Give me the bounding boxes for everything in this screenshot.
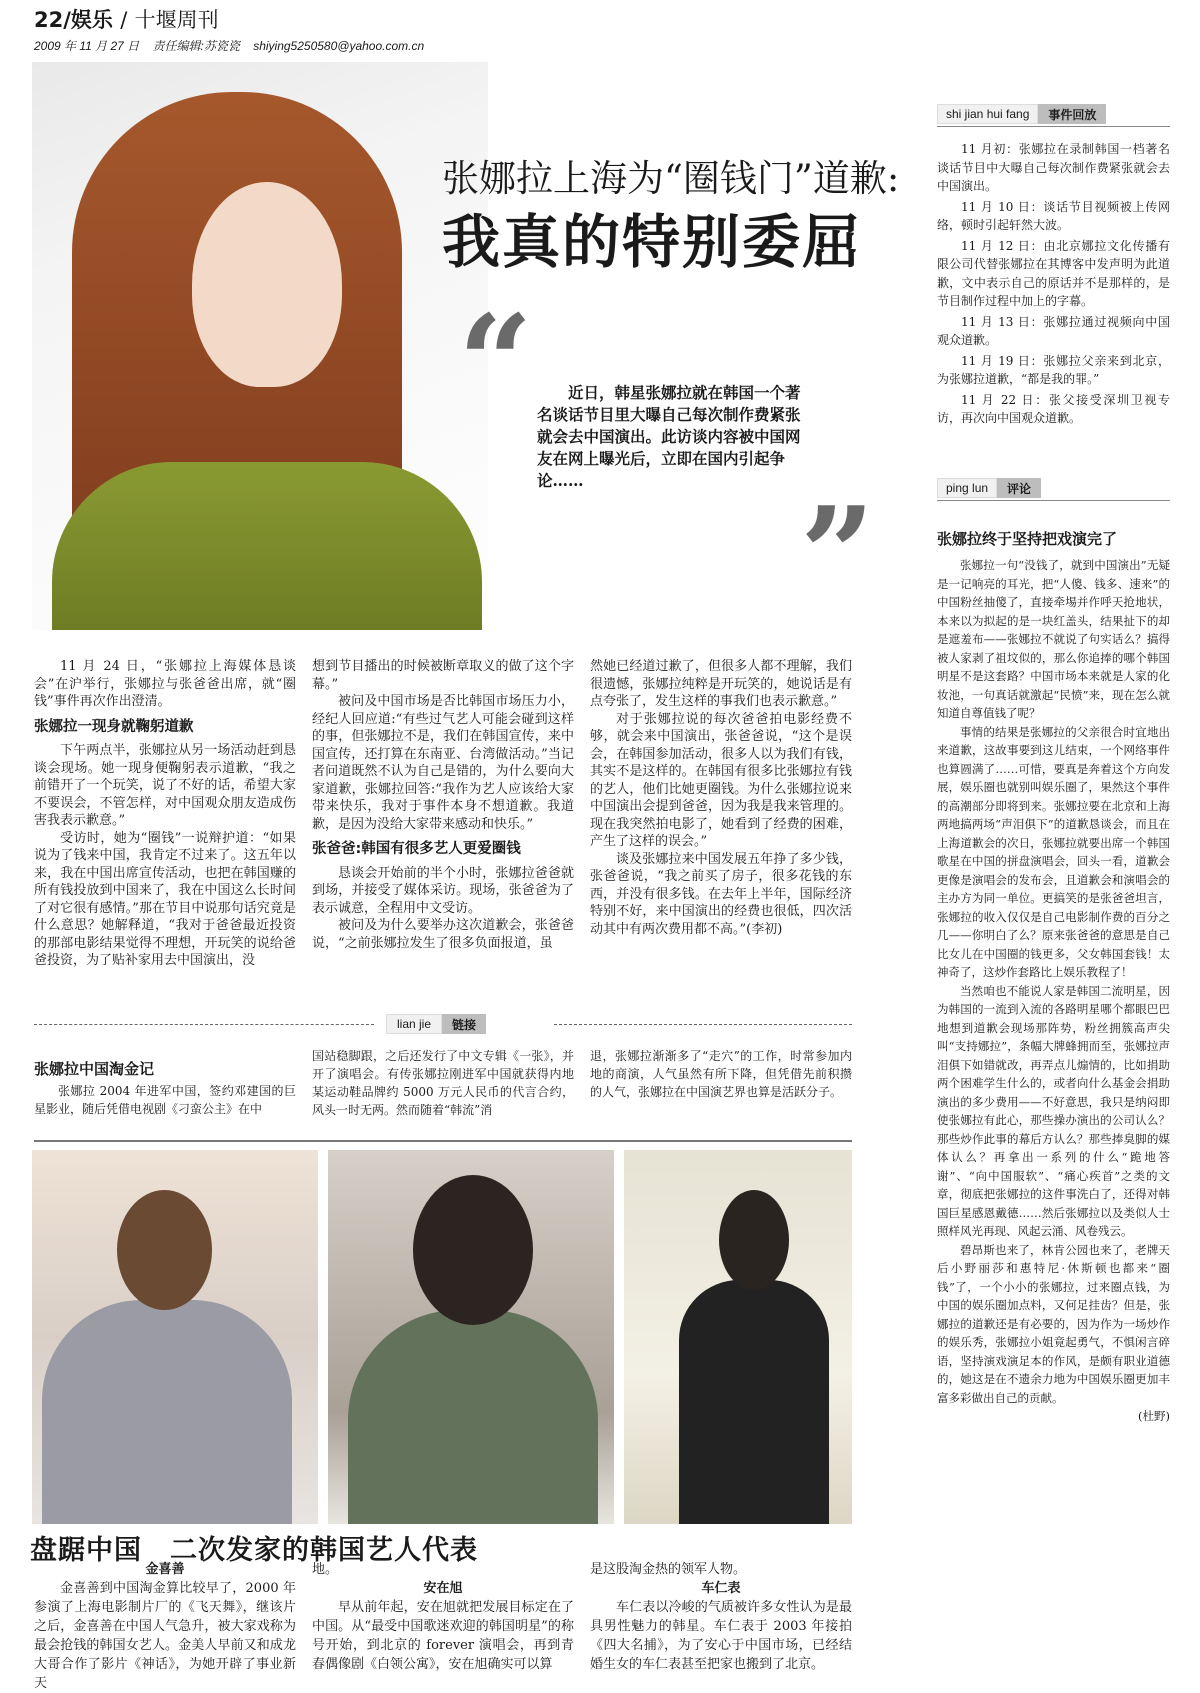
link-column-3: 退，张娜拉渐渐多了“走穴”的工作，时常参加内地的商演，人气虽然有所下降，但凭借先前积攒的人气，张娜拉在中国演艺界也算是活跃分子。: [590, 1049, 852, 1099]
comment-paragraph: 当然咱也不能说人家是韩国二流明星，因为韩国的一流到入流的各路明星哪个都眼巴巴地想到道歉会现场那阵势，粉丝拥簇高声尖叫“支持娜拉”，条幅大牌蜂拥而至，张娜拉声泪俱下如错就改，再弄点儿煽情的，比如捐助两个困难学生什么的，或者向什么基金会捐助演出的多少费用——不好意思，我只是纳闷即使张娜拉有此心，那些操办演出的公司认么？那些炒作此事的幕后方认么？那些捧臭脚的媒体认么？再拿出一系列的什么“跪地答谢”、“向中国服软”、“痛心疾首”之类的文章，彻底把张娜拉的这件事洗白了，还得对韩国巨星感恩戴德……然后张娜拉以及类似人士照样风光再现、风起云涌、风卷残云。: [937, 983, 1170, 1238]
article-paragraph: 受访时，她为“圈钱”一说辩护道：“如果说为了钱来中国，我肯定不过来了。这五年以来，我在中国出席宣传活动，也把在韩国赚的所有钱投放到中国来了，我在中国这么长时间了对它很有感情。”那在节目中说那句话究竟是什么意思？她解释道，“我对于爸爸最近投资的那部电影结果觉得不理想，开玩笑的说给爸爸投资，为了贴补家用去中国演出，没: [34, 830, 296, 968]
article-paragraph: 然她已经道过歉了，但很多人都不理解，我们很遗憾，张娜拉纯粹是开玩笑的，她说话是有点夸张了，发生这样的事我们也表示歉意。”: [590, 659, 852, 709]
star-paragraph: 车仁表以冷峻的气质被许多女性认为是最具男性魅力的韩星。车仁表于 2003 年接拍《四大名捕》，为了安心于中国市场，已经结婚生女的车仁表甚至把家也搬到了北京。: [590, 1600, 852, 1672]
article-paragraph: 下午两点半，张娜拉从另一场活动赶到恳谈会现场。她一现身便鞠躬表示道歉，“我之前错开了一个玩笑，说了不好的话，希望大家不要误会，不管怎样，对中国观众朋友造成伤害我表示歉意。”: [34, 743, 296, 828]
header-separator: /: [120, 8, 128, 32]
star-column-3: [590, 1560, 852, 1674]
article-paragraph: 恳谈会开始前的半个小时，张娜拉爸爸就到场，并接受了媒体采访。现场，张爸爸为了表示诚意，全程用中文受访。: [312, 865, 574, 916]
editor-email: shiying5250580@yahoo.com.cn: [253, 39, 425, 53]
timeline-item: 11 月 13 日：张娜拉通过视频向中国观众道歉。: [937, 314, 1170, 347]
star-name-caption: 车仁表: [701, 1581, 741, 1596]
close-quote-icon: ”: [800, 478, 875, 631]
article-paragraph: 对于张娜拉说的每次爸爸拍电影经费不够，就会来中国演出，张爸爸说，“这个是误会，在韩国参加活动，很多人以为我们有钱，其实不是这样的。在韩国有很多比张娜拉有钱的艺人，他们比她更圈钱。为什么张娜拉说来中国演出会提到爸爸，因为我是我来管理的。现在我突然拍电影了，她看到了经费的困难，产生了这样的误会。”: [590, 711, 852, 849]
star-name-caption: 安在旭: [423, 1581, 463, 1596]
star-name-caption: 金喜善: [145, 1562, 185, 1577]
star-column-1: [34, 1560, 296, 1693]
link-section-bar: [34, 1014, 852, 1034]
open-quote-icon: “: [458, 286, 533, 439]
article-subhead-2: 张爸爸:韩国有很多艺人更爱圈钱: [312, 841, 521, 857]
article-subhead-1: 张娜拉一现身就鞠躬道歉: [34, 718, 194, 735]
timeline-item: 11 月 19 日：张娜拉父亲来到北京，为张娜拉道歉，“都是我的罪。”: [937, 353, 1170, 386]
issue-date: 2009 年 11 月 27 日: [34, 39, 140, 53]
comment-tag-label: 评论: [997, 478, 1041, 498]
link-tag-pinyin: lian jie: [386, 1014, 442, 1034]
timeline-item: 11 月初：张娜拉在录制韩国一档著名谈话节目中大曝自己每次制作费紧张就会去中国演出。: [937, 142, 1170, 193]
photo-figure-shape: [42, 1300, 292, 1524]
photo-face-shape: [192, 182, 342, 387]
divider: [937, 126, 1170, 127]
photo-body-shape: [52, 462, 482, 630]
link-tag-label: 链接: [442, 1014, 486, 1034]
editor-credit: 责任编辑:苏瓷瓷: [152, 39, 240, 53]
link-title: 张娜拉中国淘金记: [34, 1060, 155, 1078]
star-paragraph: 地。: [312, 1562, 339, 1577]
photo-kim-hee-sun: [32, 1150, 318, 1524]
photo-figure-shape: [117, 1190, 212, 1310]
photo-figure-shape: [679, 1280, 829, 1524]
divider: [34, 1024, 374, 1025]
timeline-item: 11 月 12 日：由北京娜拉文化传播有限公司代替张娜拉在其博客中发声明为此道歉，文中表示自己的原话并不是那样的，是节目制作过程中加上的字幕。: [937, 238, 1170, 308]
headline-line1: 张娜拉上海为“圈钱门”道歉:: [442, 157, 900, 200]
publication-name: 十堰周刊: [134, 8, 219, 32]
photo-figure-shape: [413, 1175, 533, 1325]
timeline-item: 11 月 22 日：张父接受深圳卫视专访，再次向中国观众道歉。: [937, 392, 1170, 425]
comment-byline: (杜野): [1138, 1409, 1170, 1423]
link-column-2: 国站稳脚跟，之后还发行了中文专辑《一张》，并开了演唱会。有传张娜拉刚进军中国就获得内地某运动鞋品牌约 5000 万元人民币的代言合约，风头一时无两。然而随着“韩流”消: [312, 1049, 574, 1117]
timeline-tag-label: 事件回放: [1038, 104, 1106, 124]
korean-stars-headline: 盘踞中国 二次发家的韩国艺人代表: [30, 1535, 478, 1566]
divider: [554, 1024, 852, 1025]
comment-tag: [937, 478, 1041, 498]
timeline-item: 11 月 10 日：谈话节目视频被上传网络，顿时引起轩然大波。: [937, 199, 1170, 232]
link-column-1: 张娜拉 2004 年进军中国，签约邓建国的巨星影业，随后凭借电视剧《刁蛮公主》在中: [34, 1084, 296, 1116]
article-paragraph: 谈及张娜拉来中国发展五年挣了多少钱，张爸爸说，“我之前买了房子，很多花钱的东西，并没有很多钱。在去年上半年，国际经济特别不好，来中国演出的经费也很低，四次活动其中有两次费用都不高。”(李初): [590, 851, 852, 937]
comment-body: [937, 556, 1170, 1426]
article-paragraph: 被问及中国市场是否比韩国市场压力小，经纪人回应道:“有些过气艺人可能会碰到这样的事，但张娜拉不是，我们在韩国宣传，来中国宣传，还打算在东南亚、台湾做活动。”当记者问道既然不认为自己是错的，为什么要向大家道歉，张娜拉回答:“我作为艺人应该给大家带来快乐，我对于事件本身不想道歉。我道歉，是因为没给大家带来感动和快乐。”: [312, 694, 574, 832]
star-paragraph: 早从前年起，安在旭就把发展目标定在了中国。从“最受中国歌迷欢迎的韩国明星”的称号开始，到北京的 forever 演唱会，再到青春偶像剧《白领公寓》，安在旭确实可以算: [312, 1600, 574, 1672]
comment-tag-pinyin: ping lun: [937, 478, 997, 498]
hero-photo-zhang-nara: [32, 62, 488, 630]
star-paragraph: 是这股淘金热的领军人物。: [590, 1562, 747, 1577]
timeline-tag: [937, 104, 1106, 124]
photo-cha-in-pyo: [624, 1150, 852, 1524]
section-name: 娱乐: [70, 8, 113, 32]
comment-title: 张娜拉终于坚持把戏演完了: [937, 530, 1118, 548]
photo-ahn-jae-wook: [328, 1150, 614, 1524]
timeline-tag-pinyin: shi jian hui fang: [937, 104, 1038, 124]
comment-paragraph: 张娜拉一句“没钱了，就到中国演出”无疑是一记响亮的耳光，把“人傻、钱多、速来”的中国粉丝抽傻了，直接牵埸并作呼天抢地状，本来以为拟起的是一块红盖头，结果扯下的却是遮羞布——张娜拉不就说了句实话么？搞得被人家剥了祖坟似的，那么你追捧的哪个韩国明星不是这套路？中国市场本来就是人家的化妆池，一句真话就激起“民愤”来，现在怎么就知道自尊值钱了呢？: [937, 558, 1170, 720]
timeline-list: [937, 140, 1170, 430]
star-column-2: [312, 1560, 574, 1674]
section-rule: [34, 1140, 852, 1142]
headline-line2: 我真的特别委屈: [442, 208, 863, 276]
link-tag: [386, 1014, 486, 1034]
comment-paragraph: 事情的结果是张娜拉的父亲很合时宜地出来道歉，这故事要到这儿结束，一个网络事件也算圆满了……可惜，要真是奔着这个方向发展，娱乐圈也就别叫娱乐圈了，果然这个事件的高潮部分即将到来。张娜拉要在北京和上海两地搞两场“声泪俱下”的道歉恳谈会，而且在上海道歉会的次日，张娜拉就要出席一个韩国歌星在中国的拼盘演唱会，回头一看，道歉会更像是演唱会的发布会，且道歉会和演唱会的主办方为同一单位。更搞笑的是张爸爸坦言，张娜拉的收入仅仅是自己电影制作费的百分之几——你明白了么？原来张爸爸的意思是自己比女儿在中国圈的钱更多，父女韩国套钱！太神奇了，这炒作套路比上娱乐教程了！: [937, 724, 1170, 979]
divider: [937, 500, 1170, 501]
photo-figure-shape: [719, 1190, 789, 1290]
page-number: 22/: [34, 8, 71, 32]
comment-paragraph: 碧昂斯也来了，林肯公园也来了，老牌天后小野丽莎和惠特尼·休斯顿也都来“圈钱”了，一个小小的张娜拉，过来圈点钱，为中国的娱乐圈加点料，又何足挂齿？但是，张娜拉的道歉还是有必要的，因为作为一场炒作的娱乐秀，张娜拉小姐竟起勇气，不惧闲言碎语，坚持演戏演足本的作风，是颇有职业道德的，她这是在不遗余力地为中国娱乐圈更加丰富多彩做出自己的贡献。: [937, 1242, 1170, 1405]
article-column-2: [312, 658, 574, 952]
article-column-3: [590, 658, 852, 938]
intro-paragraph: 近日，韩星张娜拉就在韩国一个著名谈话节目里大曝自己每次制作费紧张就会去中国演出。此访谈内容被中国网友在网上曝光后，立即在国内引起争论……: [537, 383, 801, 490]
page-header: [34, 4, 219, 34]
article-paragraph: 11 月 24 日，“张娜拉上海媒体恳谈会”在沪举行，张娜拉与张爸爸出席，就“圈钱”事件再次作出澄清。: [34, 659, 296, 709]
article-column-1: [34, 658, 296, 970]
star-paragraph: 金喜善到中国淘金算比较早了，2000 年参演了上海电影制片厂的《飞天舞》，继该片之后，金喜善在中国人气急升，被大家戏称为最会抢钱的韩国女艺人。金美人早前又和成龙大哥合作了影片《神话》，为她开辟了事业新天: [34, 1581, 296, 1691]
header-info: [34, 37, 434, 54]
photo-figure-shape: [348, 1310, 598, 1524]
article-paragraph: 被问及为什么要举办这次道歉会，张爸爸说，“之前张娜拉发生了很多负面报道，虽: [312, 918, 574, 951]
article-paragraph: 想到节目播出的时候被断章取义的做了这个字幕。”: [312, 659, 574, 692]
